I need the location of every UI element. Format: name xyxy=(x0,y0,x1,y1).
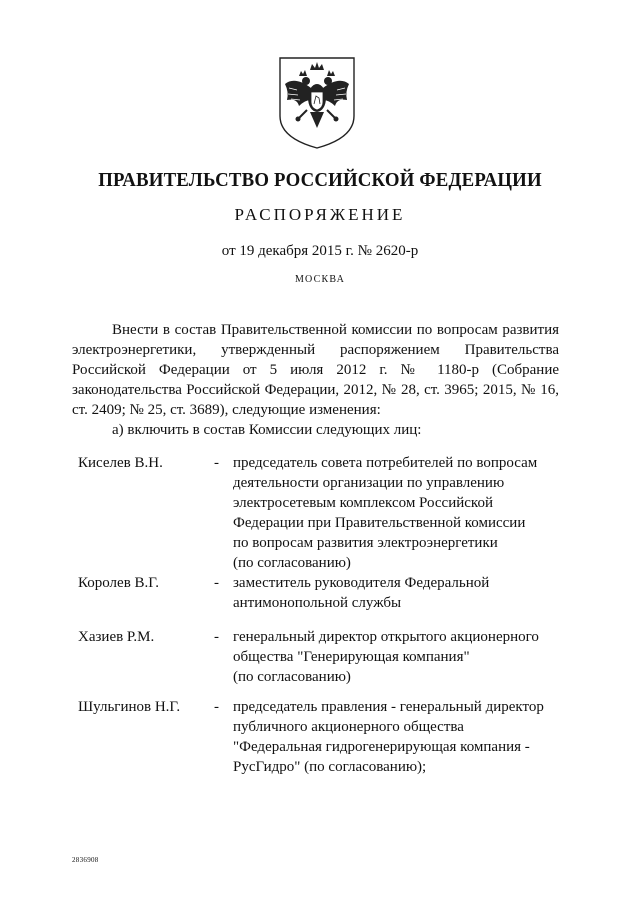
document-type: РАСПОРЯЖЕНИЕ xyxy=(234,205,406,224)
item-a-heading: а) включить в состав Комиссии следующих лиц: xyxy=(112,422,422,438)
position-line: (по согласованию) xyxy=(233,555,351,571)
position-line: заместитель руководителя Федеральной xyxy=(233,575,490,591)
position-line: генеральный директор открытого акционерного xyxy=(233,629,539,645)
member-position xyxy=(233,573,573,613)
position-line: РусГидро" (по согласованию); xyxy=(233,759,427,775)
member-name: Шульгинов Н.Г. xyxy=(78,699,181,715)
government-title: ПРАВИТЕЛЬСТВО РОССИЙСКОЙ ФЕДЕРАЦИИ xyxy=(98,169,542,191)
position-line: электросетевым комплексом Российской xyxy=(233,495,493,511)
position-line: председатель правления - генеральный директор xyxy=(233,699,544,715)
position-line: деятельности организации по управлению xyxy=(233,475,505,491)
position-line: председатель совета потребителей по вопросам xyxy=(233,455,538,471)
coat-of-arms-emblem xyxy=(277,54,357,150)
city-name: МОСКВА xyxy=(294,274,346,285)
position-line: (по согласованию) xyxy=(233,669,351,685)
member-dash: - xyxy=(214,629,219,645)
position-line: Федерации при Правительственной комиссии xyxy=(233,515,526,531)
member-dash: - xyxy=(214,455,219,471)
position-line: общества "Генерирующая компания" xyxy=(233,649,470,665)
position-line: "Федеральная гидрогенерирующая компания - xyxy=(233,739,530,755)
date-and-number: от 19 декабря 2015 г. № 2620-р xyxy=(221,243,419,259)
member-name: Королев В.Г. xyxy=(78,575,160,591)
document-code: 2836908 xyxy=(72,856,99,864)
position-line: антимонопольной службы xyxy=(233,595,402,611)
member-dash: - xyxy=(214,699,219,715)
member-position xyxy=(233,697,573,777)
intro-paragraph: Внести в состав Правительственной комиссии по вопросам развития электроэнергетики, утвержденный распоряжением Правительства Российской Федерации от 5 июля 2012 г. № 1180-р (Собрание законодательства Российской Федерации, 2012, № 28, ст. 3965; 2015, № 16, ст. 2409; № 25, ст. 3689), следующие изменения: xyxy=(72,322,559,418)
position-line: публичного акционерного общества xyxy=(233,719,464,735)
position-line: по вопросам развития электроэнергетики xyxy=(233,535,498,551)
member-name: Хазиев Р.М. xyxy=(78,629,155,645)
member-dash: - xyxy=(214,575,219,591)
member-name: Киселев В.Н. xyxy=(78,455,163,471)
member-position xyxy=(233,627,573,687)
member-position xyxy=(233,453,573,573)
